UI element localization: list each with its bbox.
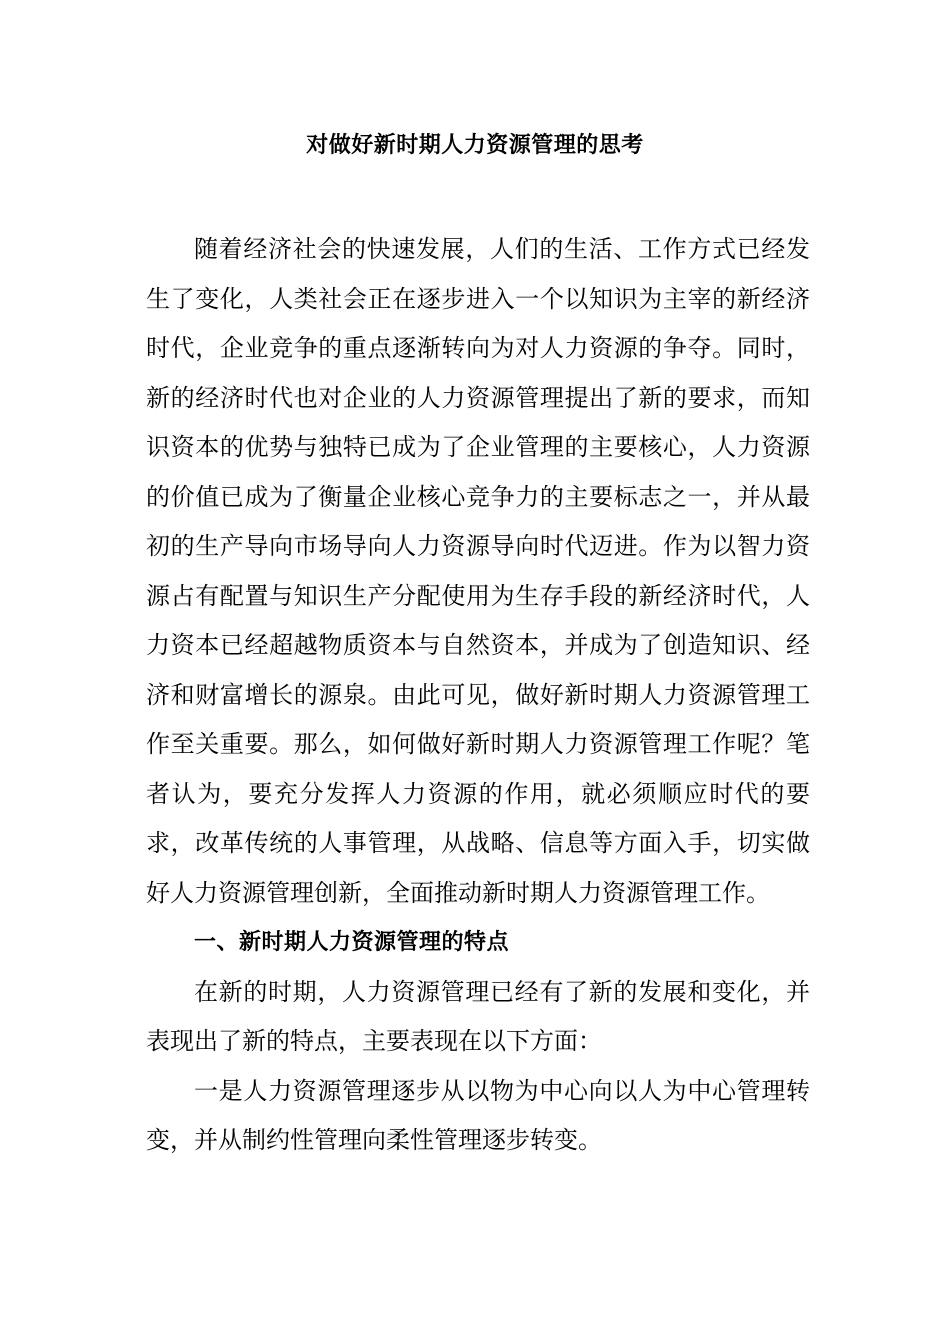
section-heading: 一、新时期人力资源管理的特点 (194, 930, 510, 955)
paragraph-point-one: 一是人力资源管理逐步从以物为中心向以人为中心管理转变，并从制约性管理向柔性管理逐步转变。 (146, 1076, 810, 1154)
document-title: 对做好新时期人力资源管理的思考 (306, 133, 644, 158)
document-body (146, 225, 810, 1166)
paragraph-section-intro: 在新的时期，人力资源管理已经有了新的发展和变化，并表现出了新的特点，主要表现在以下方面： (146, 977, 810, 1055)
paragraph-intro: 随着经济社会的快速发展，人们的生活、工作方式已经发生了变化，人类社会正在逐步进入一个以知识为主宰的新经济时代，企业竞争的重点逐渐转向为对人力资源的争夺。同时，新的经济时代也对企业的人力资源管理提出了新的要求，而知识资本的优势与独特已成为了企业管理的主要核心，人力资源的价值已成为了衡量企业核心竞争力的主要标志之一，并从最初的生产导向市场导向人力资源导向时代迈进。作为以智力资源占有配置与知识生产分配使用为生存手段的新经济时代，人力资本已经超越物质资本与自然资本，并成为了创造知识、经济和财富增长的源泉。由此可见，做好新时期人力资源管理工作至关重要。那么，如何做好新时期人力资源管理工作呢？笔者认为，要充分发挥人力资源的作用，就必须顺应时代的要求，改革传统的人事管理，从战略、信息等方面入手，切实做好人力资源管理创新，全面推动新时期人力资源管理工作。 (146, 235, 810, 907)
